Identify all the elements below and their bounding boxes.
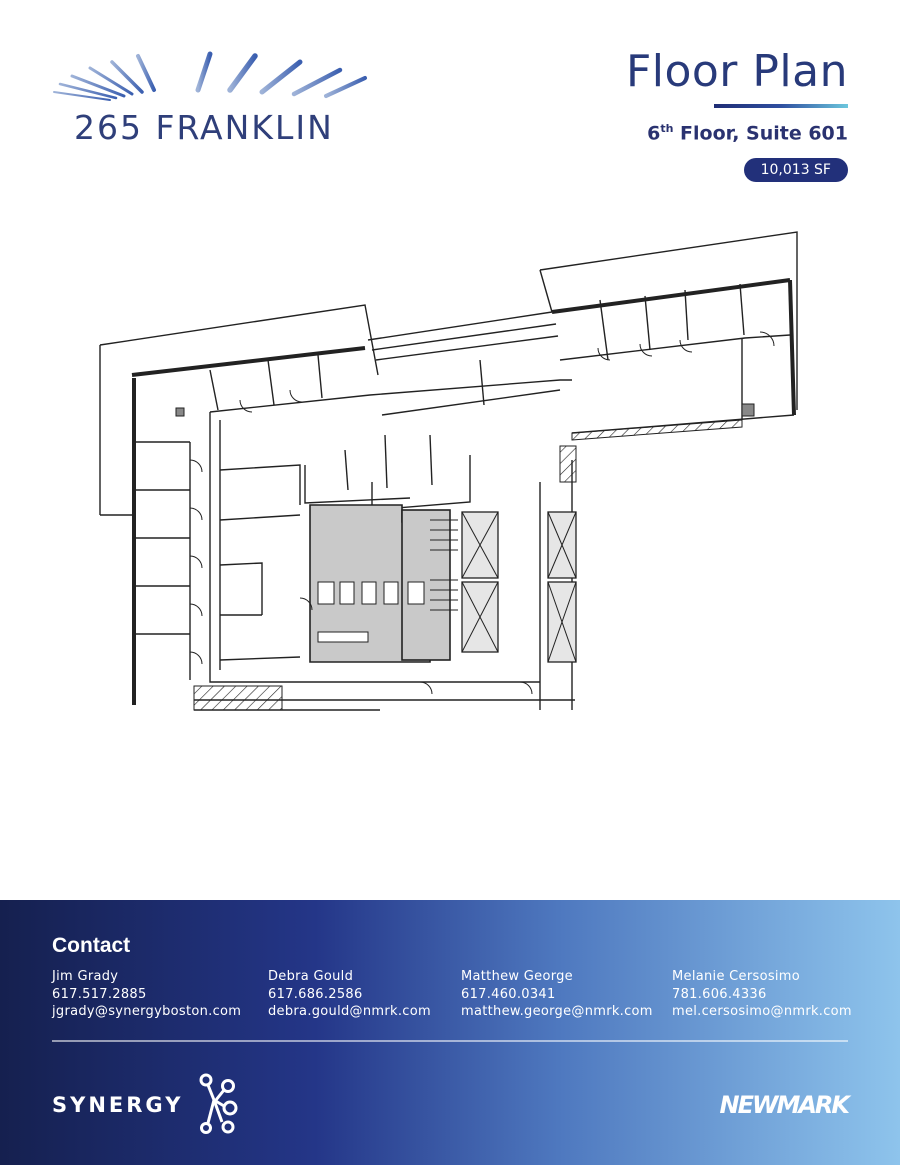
molecule-icon	[194, 1072, 240, 1134]
sunburst-icon	[50, 48, 370, 108]
building-logo	[50, 48, 370, 148]
floor-suite-text: Floor, Suite 601	[673, 122, 848, 145]
contact-card	[672, 968, 852, 1021]
building-name: 265 FRANKLIN	[74, 108, 334, 147]
title-block	[568, 46, 848, 182]
floor-plan-drawing	[0, 220, 900, 720]
contact-card	[268, 968, 431, 1021]
area-badge: 10,013 SF	[744, 158, 848, 182]
title-underline	[714, 104, 848, 108]
contact-card	[461, 968, 653, 1021]
contact-email[interactable]: debra.gould@nmrk.com	[268, 1004, 431, 1019]
contact-phone[interactable]: 617.460.0341	[461, 986, 556, 1002]
synergy-wordmark: SYNERGY	[52, 1093, 184, 1117]
contact-name: Debra Gould	[268, 969, 354, 984]
contact-name: Matthew George	[461, 969, 573, 984]
contact-phone[interactable]: 781.606.4336	[672, 986, 767, 1002]
contact-email[interactable]: matthew.george@nmrk.com	[461, 1004, 653, 1019]
contact-email[interactable]: jgrady@synergyboston.com	[52, 1004, 242, 1019]
page-title: Floor Plan	[625, 46, 848, 97]
contact-card	[52, 968, 241, 1021]
floor-suite-label	[568, 122, 848, 144]
contact-name: Jim Grady	[52, 969, 119, 984]
contact-footer	[0, 900, 900, 1165]
contact-phone[interactable]: 617.517.2885	[52, 986, 147, 1002]
contact-heading: Contact	[52, 934, 131, 957]
floor-ordinal: th	[660, 122, 674, 135]
floor-number: 6	[647, 122, 661, 145]
footer-divider	[52, 1040, 848, 1042]
newmark-logo: NEWMARK	[719, 1091, 848, 1119]
contact-phone[interactable]: 617.686.2586	[268, 986, 363, 1002]
synergy-logo	[52, 1070, 252, 1140]
floor-plan-svg	[0, 220, 900, 720]
contact-name: Melanie Cersosimo	[672, 969, 801, 984]
contact-email[interactable]: mel.cersosimo@nmrk.com	[672, 1004, 852, 1019]
